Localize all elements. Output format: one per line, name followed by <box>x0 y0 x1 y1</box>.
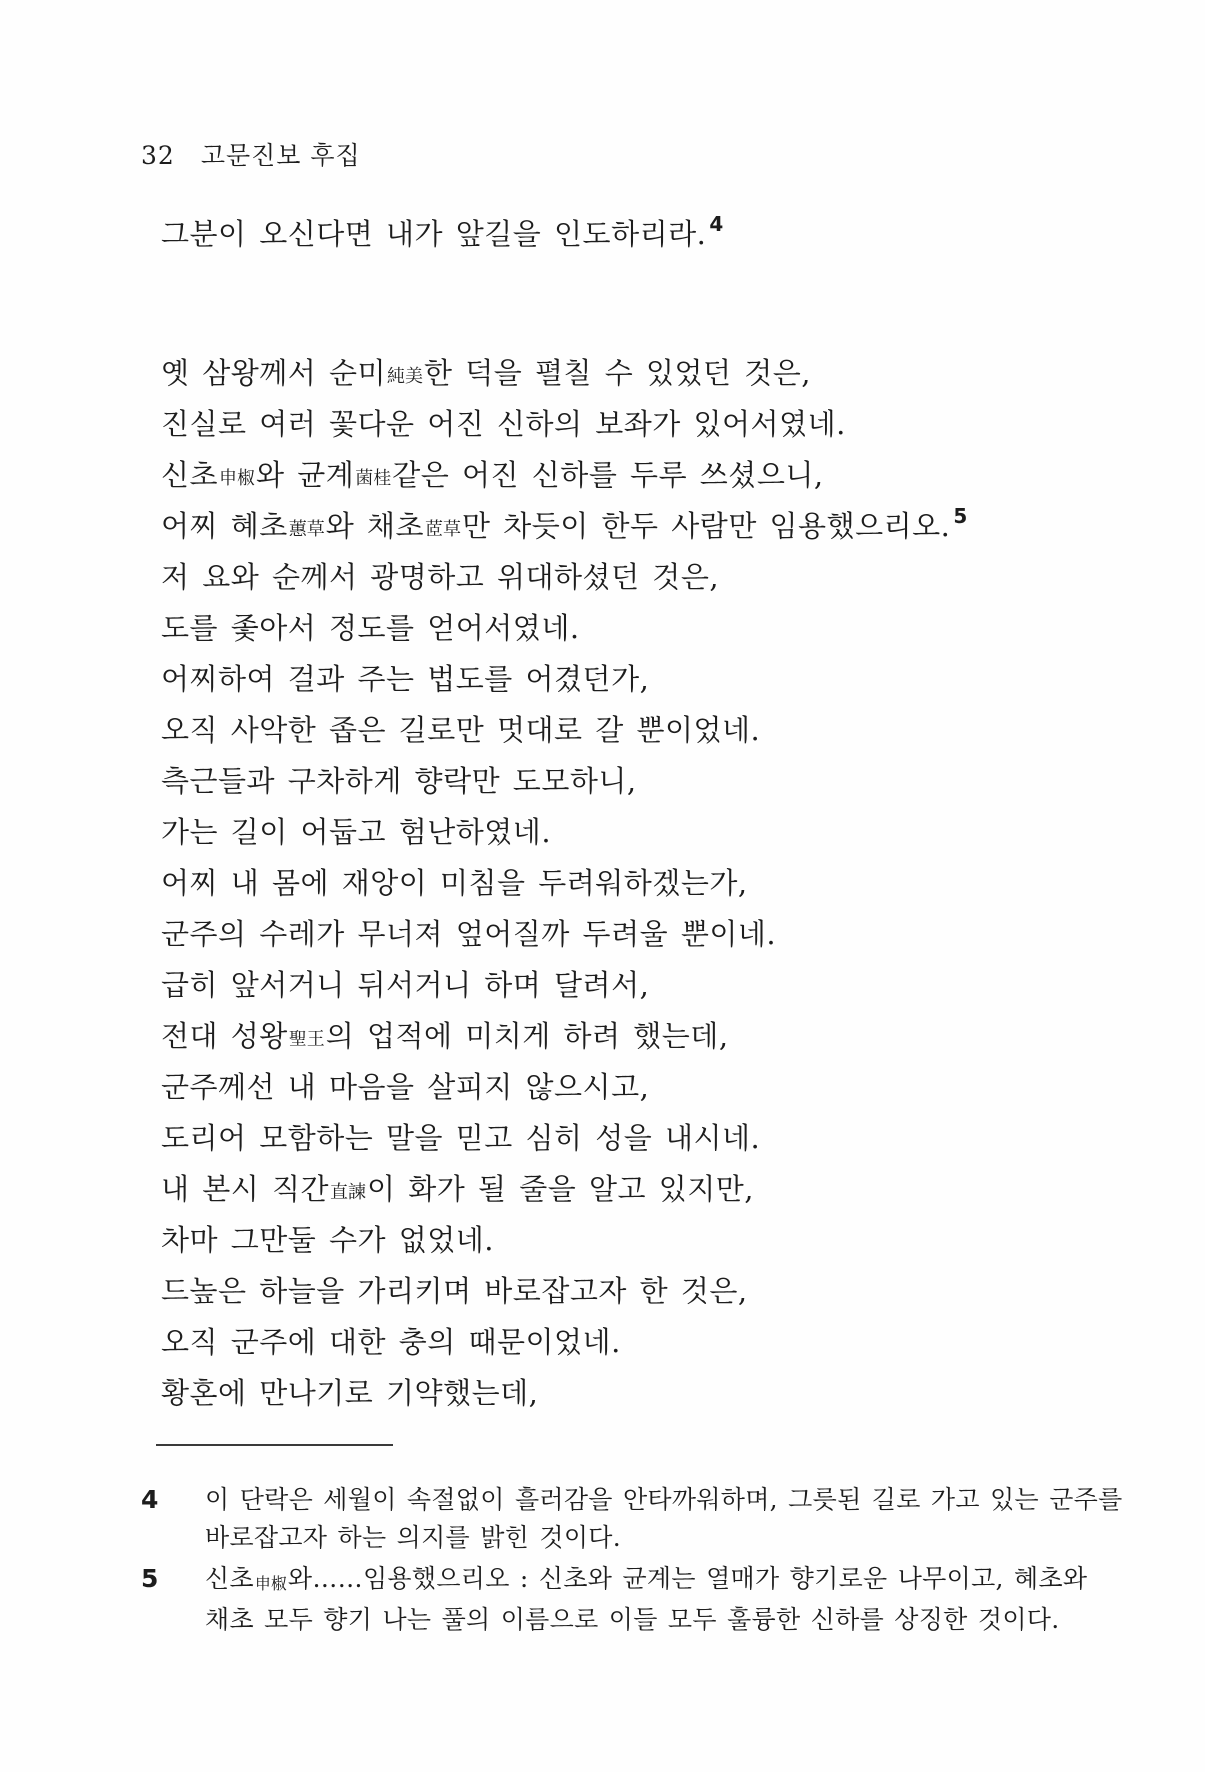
poem-line <box>161 856 968 907</box>
poem-text: 군주의 수레가 무너져 엎어질까 두려울 뿐이네. <box>161 917 777 951</box>
poem-line <box>161 652 968 703</box>
poem-line <box>161 1213 968 1264</box>
poem-text: 차마 그만둘 수가 없었네. <box>161 1223 495 1257</box>
running-head <box>141 136 361 172</box>
footnote-segment: 채초 모두 향기 나는 풀의 이름으로 이들 모두 훌륭한 신하를 상징한 것이다. <box>205 1605 1060 1634</box>
poem-line <box>161 601 968 652</box>
poem-text: 오직 군주에 대한 충의 때문이었네. <box>161 1325 621 1359</box>
footnote-number: 5 <box>141 1564 159 1593</box>
hanja-annotation: 申椒 <box>254 1574 287 1593</box>
poem-line <box>161 1366 968 1417</box>
poem-line <box>161 499 968 550</box>
poem-line <box>161 907 968 958</box>
hanja-annotation: 純美 <box>387 365 424 387</box>
footnote-separator <box>156 1444 393 1446</box>
poem-line <box>161 397 968 448</box>
poem-text: 군주께선 내 마음을 살피지 않으시고, <box>161 1070 650 1104</box>
footnote-segment: 신초 <box>205 1564 254 1593</box>
book-title: 고문진보 후집 <box>200 141 361 170</box>
footnote-segment: 와……임용했으리오 : 신초와 균계는 열매가 향기로운 나무이고, 혜초와 <box>287 1564 1088 1593</box>
footnote-ref: 5 <box>953 503 968 528</box>
footnote-text <box>205 1560 1087 1639</box>
poem-line <box>161 754 968 805</box>
poem-text: 어찌 내 몸에 재앙이 미침을 두려워하겠는가, <box>161 866 748 900</box>
poem-text: 오직 사악한 좁은 길로만 멋대로 갈 뿐이었네. <box>161 713 761 747</box>
poem-line <box>161 207 968 258</box>
poem-text: 의 업적에 미치게 하려 했는데, <box>325 1019 729 1053</box>
poem-text: 같은 어진 신하를 두루 쓰셨으니, <box>392 458 824 492</box>
hanja-annotation: 菌桂 <box>355 467 392 489</box>
stanza-2 <box>161 346 968 1417</box>
poem-text: 전대 성왕 <box>161 1019 288 1053</box>
poem-line <box>161 958 968 1009</box>
hanja-annotation: 申椒 <box>219 467 256 489</box>
poem-text: 황혼에 만나기로 기약했는데, <box>161 1376 539 1410</box>
footnote-segment: 바로잡고자 하는 의지를 밝힌 것이다. <box>205 1523 621 1552</box>
footnotes <box>141 1481 1123 1642</box>
footnote-ref: 4 <box>709 211 724 236</box>
footnote-number: 4 <box>141 1485 159 1514</box>
poem-text: 어찌 혜초 <box>161 509 288 543</box>
poem-text: 그분이 오신다면 내가 앞길을 인도하리라. <box>161 217 707 251</box>
hanja-annotation: 茝草 <box>425 518 462 540</box>
hanja-annotation: 蕙草 <box>288 518 325 540</box>
poem-text: 이 화가 될 줄을 알고 있지만, <box>367 1172 754 1206</box>
poem-text: 만 차듯이 한두 사람만 임용했으리오. <box>462 509 951 543</box>
footnote-text <box>205 1481 1123 1557</box>
poem-line <box>161 1162 968 1213</box>
poem-text: 가는 길이 어둡고 험난하였네. <box>161 815 552 849</box>
page-number: 32 <box>141 141 175 170</box>
poem-text: 도리어 모함하는 말을 믿고 심히 성을 내시네. <box>161 1121 761 1155</box>
poem-text: 와 채초 <box>325 509 425 543</box>
poem-text: 신초 <box>161 458 219 492</box>
poem-line <box>161 1111 968 1162</box>
poem-line <box>161 805 968 856</box>
poem-line <box>161 550 968 601</box>
poem-line <box>161 448 968 499</box>
poem-text: 내 본시 직간 <box>161 1172 330 1206</box>
footnote-4 <box>141 1481 1123 1557</box>
poem-text: 한 덕을 펼칠 수 있었던 것은, <box>424 356 812 390</box>
poem-text: 드높은 하늘을 가리키며 바로잡고자 한 것은, <box>161 1274 748 1308</box>
poem-text: 와 균계 <box>256 458 355 492</box>
poem-text: 어찌하여 걸과 주는 법도를 어겼던가, <box>161 662 650 696</box>
poem-line <box>161 346 968 397</box>
poem-body <box>161 207 968 1417</box>
poem-line <box>161 1009 968 1060</box>
poem-text: 급히 앞서거니 뒤서거니 하며 달려서, <box>161 968 650 1002</box>
poem-text: 옛 삼왕께서 순미 <box>161 356 387 390</box>
footnote-line <box>205 1481 1123 1519</box>
footnote-line <box>205 1560 1087 1601</box>
poem-text: 저 요와 순께서 광명하고 위대하셨던 것은, <box>161 560 720 594</box>
poem-text: 측근들과 구차하게 향락만 도모하니, <box>161 764 637 798</box>
footnote-line <box>205 1519 1123 1557</box>
stanza-1 <box>161 207 968 258</box>
footnote-segment: 이 단락은 세월이 속절없이 흘러감을 안타까워하며, 그릇된 길로 가고 있는 군주를 <box>205 1485 1123 1514</box>
footnote-line <box>205 1601 1087 1639</box>
poem-text: 도를 좇아서 정도를 얻어서였네. <box>161 611 580 645</box>
poem-line <box>161 1264 968 1315</box>
poem-line <box>161 1060 968 1111</box>
hanja-annotation: 直諫 <box>330 1181 367 1203</box>
poem-line <box>161 703 968 754</box>
poem-text: 진실로 여러 꽃다운 어진 신하의 보좌가 있어서였네. <box>161 407 846 441</box>
hanja-annotation: 聖王 <box>288 1028 325 1050</box>
footnote-5 <box>141 1560 1091 1639</box>
poem-line <box>161 1315 968 1366</box>
